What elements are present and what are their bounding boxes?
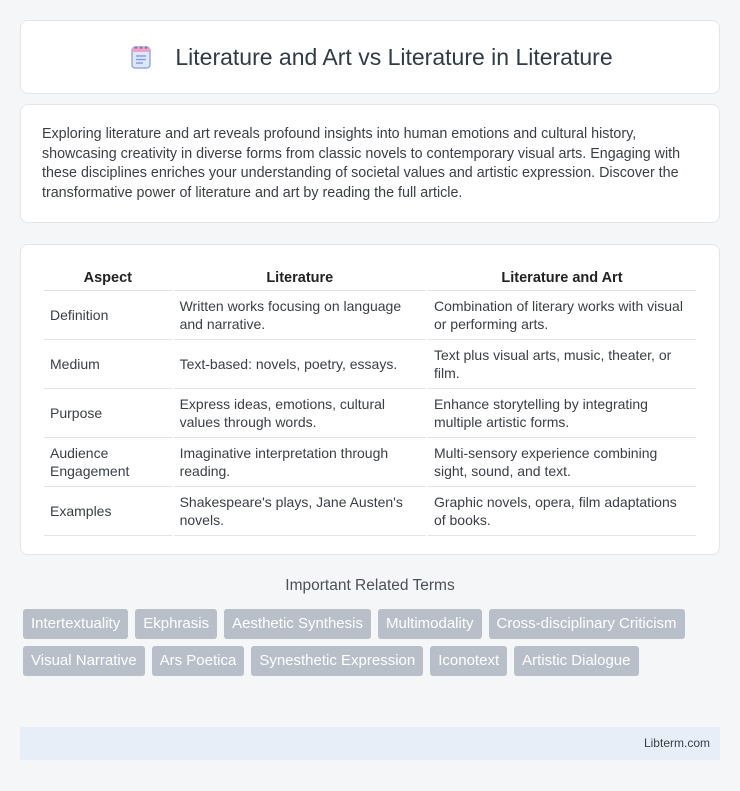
header-literature-and-art: Literature and Art bbox=[428, 265, 696, 291]
related-terms-title: Important Related Terms bbox=[285, 577, 455, 594]
header bbox=[127, 43, 612, 71]
comparison-table bbox=[42, 265, 698, 536]
intro-text: Exploring literature and art reveals profound insights into human emotions and cultural history, showcasing creativity in diverse forms from classic novels to contemporary visual arts. Engaging with these disciplines enriches your understanding of societal values and artistic expression. Discover the transformative power of literature and art by reading the full article. bbox=[42, 126, 681, 201]
related-term-tag[interactable]: Synesthetic Expression bbox=[251, 646, 423, 676]
related-term-tag[interactable]: Multimodality bbox=[378, 609, 482, 639]
row-aspect: Definition bbox=[44, 291, 172, 340]
header-literature: Literature bbox=[174, 265, 426, 291]
row-literature-and-art: Graphic novels, opera, film adaptations of books. bbox=[428, 487, 696, 536]
table-row bbox=[44, 291, 696, 340]
table-row bbox=[44, 340, 696, 389]
related-term-tag[interactable]: Ekphrasis bbox=[135, 609, 217, 639]
related-term-tag[interactable]: Aesthetic Synthesis bbox=[224, 609, 371, 639]
row-literature-and-art: Text plus visual arts, music, theater, or film. bbox=[428, 340, 696, 389]
row-aspect: Examples bbox=[44, 487, 172, 536]
header-aspect: Aspect bbox=[44, 265, 172, 291]
header-card bbox=[20, 20, 720, 94]
row-aspect: Purpose bbox=[44, 389, 172, 438]
row-literature: Text-based: novels, poetry, essays. bbox=[174, 340, 426, 389]
table-row bbox=[44, 438, 696, 487]
row-literature: Imaginative interpretation through reading. bbox=[174, 438, 426, 487]
row-literature: Written works focusing on language and narrative. bbox=[174, 291, 426, 340]
related-term-tag[interactable]: Cross-disciplinary Criticism bbox=[489, 609, 685, 639]
table-row bbox=[44, 389, 696, 438]
row-literature: Express ideas, emotions, cultural values through words. bbox=[174, 389, 426, 438]
related-term-tag[interactable]: Ars Poetica bbox=[152, 646, 245, 676]
related-term-tag[interactable]: Visual Narrative bbox=[23, 646, 145, 676]
intro-card bbox=[20, 104, 720, 223]
row-aspect: Medium bbox=[44, 340, 172, 389]
comparison-table-card bbox=[20, 244, 720, 555]
related-terms-list bbox=[23, 609, 723, 676]
page-title: Literature and Art vs Literature in Literature bbox=[175, 43, 613, 70]
table-row bbox=[44, 487, 696, 536]
row-literature-and-art: Combination of literary works with visual or performing arts. bbox=[428, 291, 696, 340]
row-literature: Shakespeare's plays, Jane Austen's novels. bbox=[174, 487, 426, 536]
footer-site-link[interactable]: Libterm.com bbox=[643, 736, 710, 750]
row-aspect: Audience Engagement bbox=[44, 438, 172, 487]
row-literature-and-art: Multi-sensory experience combining sight, sound, and text. bbox=[428, 438, 696, 487]
related-term-tag[interactable]: Iconotext bbox=[430, 646, 507, 676]
related-term-tag[interactable]: Intertextuality bbox=[23, 609, 128, 639]
table-header-row bbox=[44, 265, 696, 291]
row-literature-and-art: Enhance storytelling by integrating multiple artistic forms. bbox=[428, 389, 696, 438]
related-term-tag[interactable]: Artistic Dialogue bbox=[514, 646, 638, 676]
footer bbox=[20, 727, 720, 760]
document-icon bbox=[127, 43, 155, 71]
